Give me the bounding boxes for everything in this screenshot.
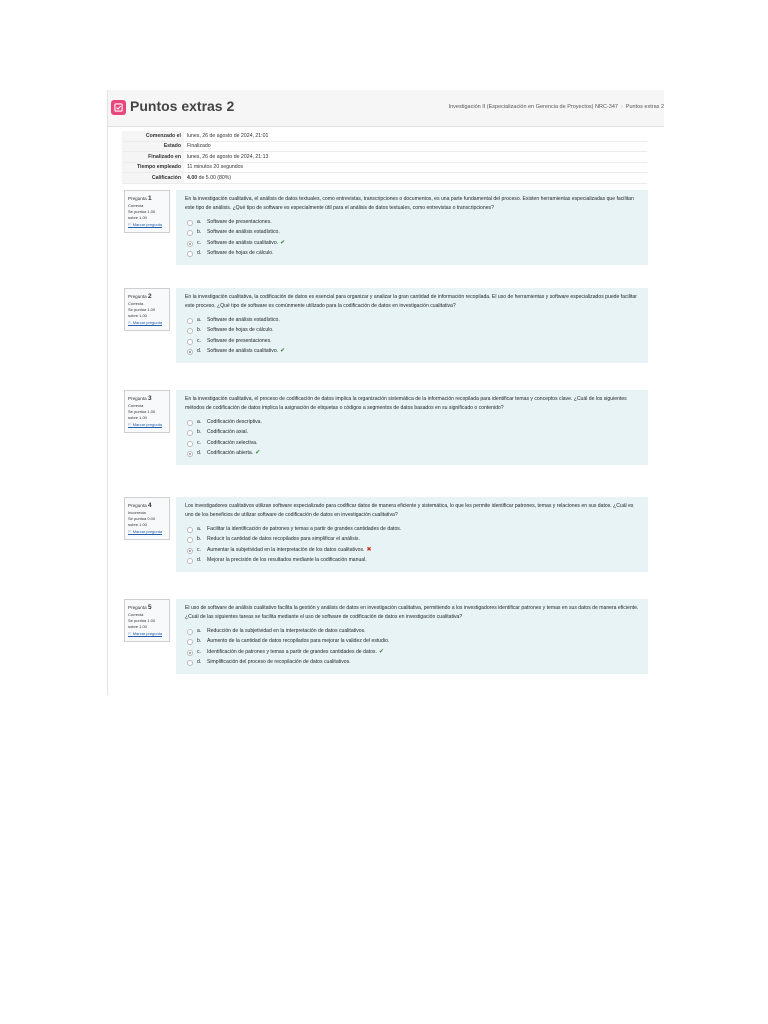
question-content xyxy=(176,288,648,363)
answer-radio[interactable] xyxy=(187,639,193,645)
question-label: Pregunta xyxy=(128,605,147,610)
breadcrumb-course-link[interactable]: Investigación II (Especialización en Gerencia de Proyectos) NRC-347 xyxy=(448,104,618,110)
question-score: Se puntúa 1.00 sobre 1.00 xyxy=(128,307,156,319)
correct-check-icon: ✔ xyxy=(280,348,286,355)
question-score: Se puntúa 0.00 sobre 1.00 xyxy=(128,516,156,528)
question-number-value: 2 xyxy=(147,293,152,300)
answer-text: Software de análisis cualitativo. xyxy=(207,239,279,246)
summary-value: Finalizado xyxy=(184,141,647,152)
answer-text: Software de análisis estadístico. xyxy=(207,316,280,323)
question-content xyxy=(176,190,648,265)
answer-radio[interactable] xyxy=(187,220,193,226)
question-number xyxy=(128,501,166,510)
answer-radio[interactable] xyxy=(187,328,193,334)
question-number-value: 5 xyxy=(147,604,152,611)
question-score: Se puntúa 1.00 sobre 1.00 xyxy=(128,618,156,630)
question-number-value: 1 xyxy=(147,195,152,202)
question-label: Pregunta xyxy=(128,503,147,508)
question-content xyxy=(176,599,648,674)
summary-label: Calificación xyxy=(122,173,184,184)
answer-option[interactable] xyxy=(185,636,639,647)
answer-text: Reducir la cantidad de datos recopilados para simplificar el análisis. xyxy=(207,536,360,543)
question-number xyxy=(128,292,166,301)
answer-radio[interactable] xyxy=(187,441,193,447)
answer-radio[interactable] xyxy=(187,650,193,656)
question-info-panel xyxy=(124,190,170,233)
answer-option[interactable] xyxy=(185,427,639,438)
summary-value: lunes, 26 de agosto de 2024, 21:13 xyxy=(184,152,647,163)
breadcrumb-quiz-link[interactable]: Puntos extras 2 xyxy=(625,104,664,110)
answer-radio[interactable] xyxy=(187,451,193,457)
flag-question-link[interactable] xyxy=(128,631,166,637)
breadcrumb xyxy=(449,104,664,110)
flag-question-label: Marcar pregunta xyxy=(132,630,163,636)
summary-row xyxy=(122,173,647,184)
answer-letter: b. xyxy=(197,638,202,645)
answer-option[interactable] xyxy=(185,217,639,228)
question-number-value: 4 xyxy=(147,502,152,509)
question-text: En la investigación cualitativa, la codificación de datos es esencial para organizar y analizar la gran cantidad de información recopilada. El uso de herramientas y software especializados puede facilitar este proceso. ¿Qué tipo de software es comúnmente utilizado para la codificación de datos en investigación cualitativa? xyxy=(185,294,637,309)
answer-option[interactable] xyxy=(185,647,639,658)
summary-value: 11 minutos 20 segundos xyxy=(184,162,647,173)
question-number xyxy=(128,394,166,403)
question-score: Se puntúa 1.00 sobre 1.00 xyxy=(128,409,156,421)
correct-check-icon: ✔ xyxy=(280,239,286,246)
question-text: Los investigadores cualitativos utilizan software especializado para codificar datos de manera eficiente y sistemática, lo que les permite identificar patrones, temas y relaciones en sus datos. ¿Cuál es uno de los beneficios de utilizar software de codificación de datos en investigación cualitativa? xyxy=(185,503,634,518)
answer-radio[interactable] xyxy=(187,420,193,426)
question-info-panel xyxy=(124,599,170,642)
answer-option[interactable] xyxy=(185,545,639,556)
question-content xyxy=(176,497,648,572)
answer-letter: c. xyxy=(197,239,201,246)
answer-option[interactable] xyxy=(185,555,639,566)
answer-letter: a. xyxy=(197,418,202,425)
flag-question-link[interactable] xyxy=(128,422,166,428)
answer-text: Identificación de patrones y temas a partir de grandes cantidades de datos. xyxy=(207,648,377,655)
answer-radio[interactable] xyxy=(187,318,193,324)
flag-question-link[interactable] xyxy=(128,529,166,535)
question-text: En la investigación cualitativa, el proceso de codificación de datos implica la organización sistemática de la información recopilada para identificar temas y conceptos clave. ¿Cuál de los siguientes métodos de codificación de datos implica la asignación de etiquetas o códigos a segmentos de datos basados en su significado o contenido? xyxy=(185,396,627,411)
answer-option[interactable] xyxy=(185,524,639,535)
answer-letter: a. xyxy=(197,627,202,634)
summary-row xyxy=(122,152,647,163)
flag-question-label: Marcar pregunta xyxy=(132,221,163,227)
answer-text: Simplificación del proceso de recopilación de datos cualitativos. xyxy=(207,659,351,666)
answer-letter: c. xyxy=(197,337,201,344)
summary-value xyxy=(184,173,647,184)
question-status: Correcta xyxy=(128,612,144,618)
question-score: Se puntúa 1.00 sobre 1.00 xyxy=(128,209,156,221)
question-status: Incorrecta xyxy=(128,510,146,516)
summary-row xyxy=(122,162,647,173)
answer-text: Software de hojas de cálculo. xyxy=(207,250,274,257)
question-info-panel xyxy=(124,288,170,331)
answer-option[interactable] xyxy=(185,325,639,336)
breadcrumb-separator-icon: › xyxy=(620,104,623,110)
answer-letter: c. xyxy=(197,439,201,446)
question-status: Correcta xyxy=(128,203,144,209)
answer-text: Software de hojas de cálculo. xyxy=(207,327,274,334)
answer-radio[interactable] xyxy=(187,629,193,635)
answer-text: Codificación selectiva. xyxy=(207,439,258,446)
flag-icon: ⚐ xyxy=(128,421,133,427)
question-text: En la investigación cualitativa, el análisis de datos textuales, como entrevistas, transcripciones o documentos, es una parte fundamental del proceso. Existen herramientas especializadas que facilitan este tipo de análisis. ¿Qué tipo de software es especialmente útil para el análisis de datos textuales, como entrevistas o transcripciones? xyxy=(185,196,634,211)
answer-option[interactable] xyxy=(185,438,639,449)
flag-icon: ⚐ xyxy=(128,528,133,534)
answer-letter: a. xyxy=(197,218,202,225)
flag-question-label: Marcar pregunta xyxy=(132,528,163,534)
question-label: Pregunta xyxy=(128,196,147,201)
answer-option[interactable] xyxy=(185,238,639,249)
answer-radio[interactable] xyxy=(187,537,193,543)
answer-option[interactable] xyxy=(185,227,639,238)
flag-icon: ⚐ xyxy=(128,319,133,325)
summary-label: Tiempo empleado xyxy=(122,162,184,173)
answer-radio[interactable] xyxy=(187,349,193,355)
answer-option[interactable] xyxy=(185,248,639,259)
flag-question-link[interactable] xyxy=(128,222,166,228)
answer-option[interactable] xyxy=(185,346,639,357)
answer-text: Codificación abierta. xyxy=(207,450,254,457)
question-info-panel xyxy=(124,390,170,433)
flag-icon: ⚐ xyxy=(128,630,133,636)
answer-text: Aumentar la subjetividad en la interpretación de los datos cualitativos. xyxy=(207,546,365,553)
attempt-summary-table xyxy=(122,131,647,184)
incorrect-icon: ✖ xyxy=(366,546,372,553)
answer-letter: c. xyxy=(197,546,201,553)
answer-letter: b. xyxy=(197,429,202,436)
answer-option[interactable] xyxy=(185,448,639,459)
answer-text: Codificación axial. xyxy=(207,429,249,436)
answer-radio[interactable] xyxy=(187,251,193,257)
answer-option[interactable] xyxy=(185,315,639,326)
answer-text: Aumento de la cantidad de datos recopilados para mejorar la validez del estudio. xyxy=(207,638,390,645)
answer-letter: b. xyxy=(197,536,202,543)
answer-letter: d. xyxy=(197,348,202,355)
answer-radio[interactable] xyxy=(187,548,193,554)
answer-option[interactable] xyxy=(185,336,639,347)
flag-question-link[interactable] xyxy=(128,320,166,326)
answer-letter: d. xyxy=(197,557,202,564)
answer-text: Codificación descriptiva. xyxy=(207,418,262,425)
answer-letter: d. xyxy=(197,250,202,257)
flag-question-label: Marcar pregunta xyxy=(132,421,163,427)
question-status: Correcta xyxy=(128,403,144,409)
question-number xyxy=(128,194,166,203)
answer-letter: d. xyxy=(197,450,202,457)
page-title: Puntos extras 2 xyxy=(130,98,235,114)
answer-letter: c. xyxy=(197,648,201,655)
quiz-icon xyxy=(111,100,126,115)
answer-radio[interactable] xyxy=(187,241,193,247)
answer-radio[interactable] xyxy=(187,660,193,666)
answer-option[interactable] xyxy=(185,626,639,637)
answer-text: Software de análisis cualitativo. xyxy=(207,348,279,355)
answer-radio[interactable] xyxy=(187,558,193,564)
question-label: Pregunta xyxy=(128,396,147,401)
summary-value: lunes, 26 de agosto de 2024, 21:01 xyxy=(184,131,647,141)
answer-letter: d. xyxy=(197,659,202,666)
flag-icon: ⚐ xyxy=(128,221,133,227)
question-status: Correcta xyxy=(128,301,144,307)
question-label: Pregunta xyxy=(128,294,147,299)
summary-row xyxy=(122,141,647,152)
answer-text: Software de presentaciones. xyxy=(207,218,272,225)
answer-letter: a. xyxy=(197,316,202,323)
question-info-panel xyxy=(124,497,170,540)
grade-value: 4.00 xyxy=(187,174,198,181)
answer-radio[interactable] xyxy=(187,230,193,236)
correct-check-icon: ✔ xyxy=(378,648,384,655)
question-number xyxy=(128,603,166,612)
answer-option[interactable] xyxy=(185,417,639,428)
answer-option[interactable] xyxy=(185,657,639,668)
summary-label: Finalizado en xyxy=(122,152,184,163)
correct-check-icon: ✔ xyxy=(255,450,261,457)
answer-text: Software de presentaciones. xyxy=(207,337,272,344)
grade-detail: de 5.00 (80%) xyxy=(198,174,232,181)
answer-letter: a. xyxy=(197,525,202,532)
screenshot-frame xyxy=(107,90,664,695)
answer-letter: b. xyxy=(197,229,202,236)
question-text: El uso de software de análisis cualitativo facilita la gestión y análisis de datos en investigación cualitativa, permitiendo a los investigadores identificar patrones y temas en sus datos de manera eficiente. ¿Cuál de las siguientes tareas se facilita mediante el uso de software de codificación de datos en investigación cualitativa? xyxy=(185,605,639,620)
answer-text: Facilitar la identificación de patrones y temas a partir de grandes cantidades de datos. xyxy=(207,525,402,532)
page-header xyxy=(108,90,664,127)
answer-radio[interactable] xyxy=(187,527,193,533)
summary-label: Comenzado el xyxy=(122,131,184,141)
answer-option[interactable] xyxy=(185,534,639,545)
question-content xyxy=(176,390,648,465)
flag-question-label: Marcar pregunta xyxy=(132,319,163,325)
answer-radio[interactable] xyxy=(187,339,193,345)
summary-label: Estado xyxy=(122,141,184,152)
answer-text: Software de análisis estadístico. xyxy=(207,229,280,236)
answer-radio[interactable] xyxy=(187,430,193,436)
answer-letter: b. xyxy=(197,327,202,334)
summary-row xyxy=(122,131,647,141)
question-number-value: 3 xyxy=(147,395,152,402)
answer-text: Reducción de la subjetividad en la interpretación de datos cualitativos. xyxy=(207,627,366,634)
answer-text: Mejorar la precisión de los resultados mediante la codificación manual. xyxy=(207,557,367,564)
